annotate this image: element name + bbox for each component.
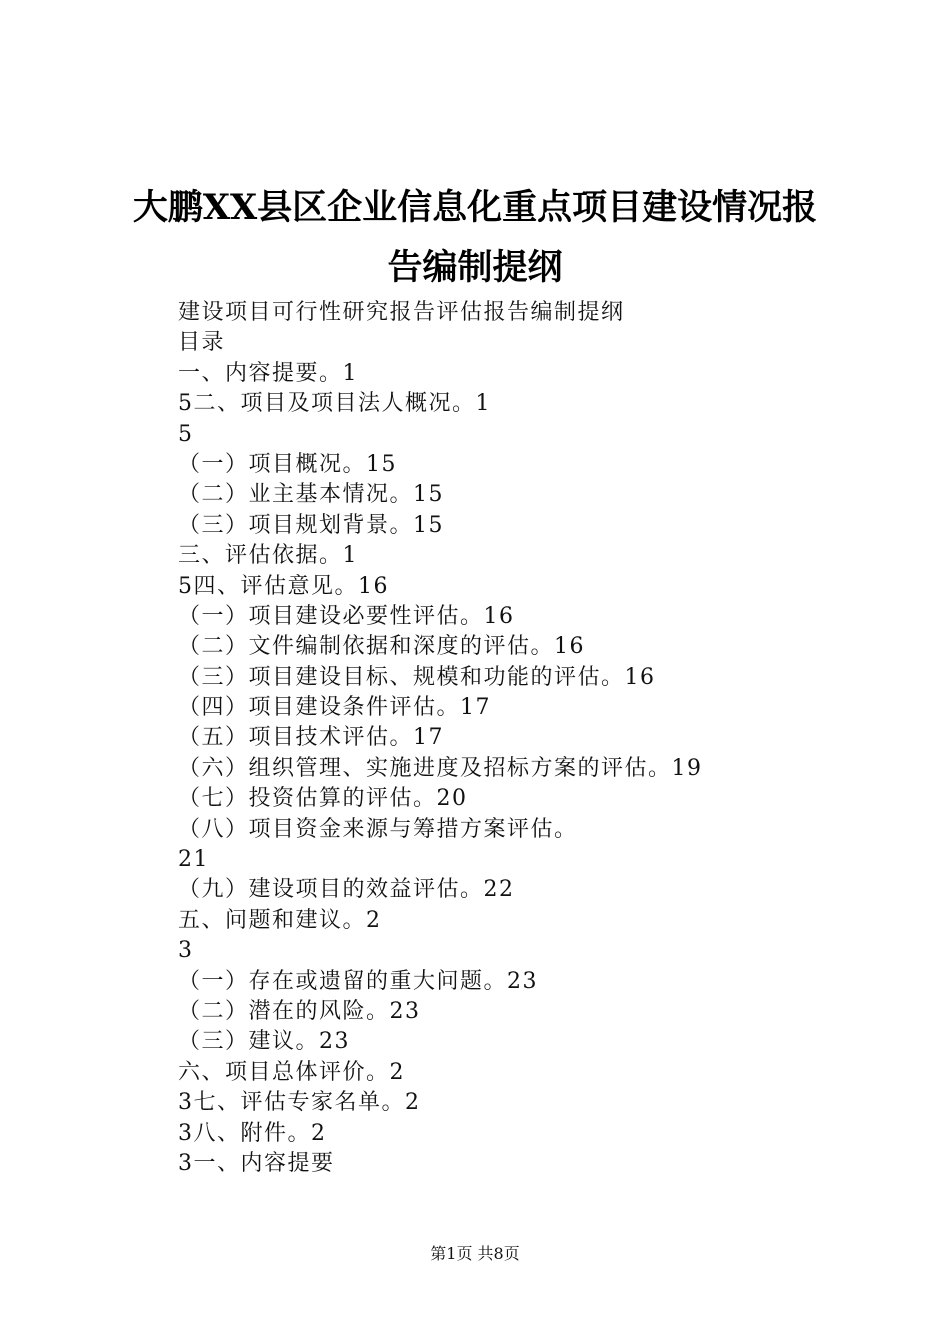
body-line: （八）项目资金来源与筹措方案评估。 — [178, 816, 578, 842]
body-line: 建设项目可行性研究报告评估报告编制提纲 — [178, 300, 625, 325]
body-line: （二）业主基本情况。15 — [178, 482, 444, 508]
body-line: （一）项目概况。15 — [178, 451, 397, 477]
body-line: （三）项目建设目标、规模和功能的评估。16 — [178, 664, 656, 690]
body-line: 3 — [178, 938, 194, 964]
body-line: 五、问题和建议。2 — [178, 907, 382, 933]
body-line: （三）建议。23 — [178, 1029, 350, 1055]
document-title-line-1: 大鹏XX县区企业信息化重点项目建设情况报 — [132, 187, 818, 228]
body-line: 一、内容提要。1 — [178, 360, 358, 386]
body-line: （一）存在或遗留的重大问题。23 — [178, 968, 538, 994]
document-body — [178, 298, 878, 1179]
body-line: 5四、评估意见。16 — [178, 573, 389, 599]
body-line: （二）潜在的风险。23 — [178, 998, 421, 1024]
body-line: 5二、项目及项目法人概况。1 — [178, 391, 491, 417]
body-line: （六）组织管理、实施进度及招标方案的评估。19 — [178, 755, 703, 781]
body-line: 3七、评估专家名单。2 — [178, 1090, 421, 1116]
body-line: 六、项目总体评价。2 — [178, 1059, 405, 1085]
body-line: 三、评估依据。1 — [178, 543, 358, 569]
document-title-line-2: 告编制提纲 — [387, 247, 563, 288]
body-line: （三）项目规划背景。15 — [178, 512, 444, 538]
body-line: （七）投资估算的评估。20 — [178, 786, 468, 812]
body-line: 21 — [178, 847, 209, 873]
body-line: （四）项目建设条件评估。17 — [178, 695, 491, 721]
body-line: 5 — [178, 421, 194, 447]
body-line: 3八、附件。2 — [178, 1120, 327, 1146]
body-line: （二）文件编制依据和深度的评估。16 — [178, 634, 585, 660]
body-line: （五）项目技术评估。17 — [178, 725, 444, 751]
body-line: 3一、内容提要 — [178, 1150, 335, 1176]
body-line: 目录 — [178, 330, 226, 356]
body-line: （九）建设项目的效益评估。22 — [178, 877, 515, 903]
body-line: （一）项目建设必要性评估。16 — [178, 603, 515, 629]
page-footer: 第1页 共8页 — [430, 1244, 520, 1263]
